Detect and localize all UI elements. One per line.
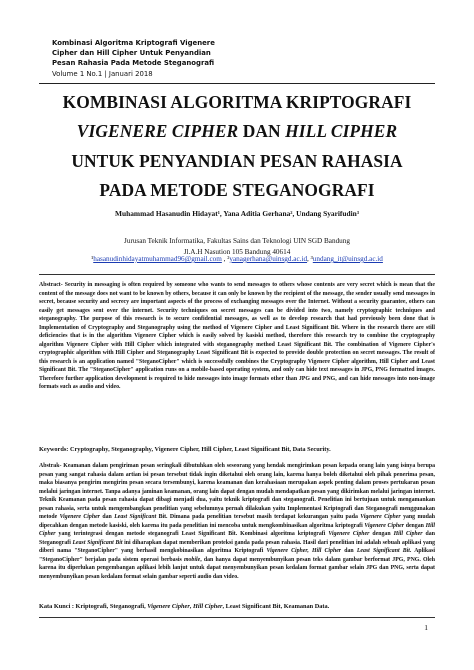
abstrak-text: dan xyxy=(341,548,357,554)
abstrak-italic: Hill Cipher xyxy=(39,522,435,537)
email-sup-3: ³ xyxy=(310,255,313,263)
title-line-3: UNTUK PENYANDIAN PESAN RAHASIA xyxy=(71,150,403,171)
page-number: 1 xyxy=(424,623,428,632)
kata-kunci-text: Kata Kunci : Kriptografi, Steganografi, xyxy=(39,603,148,610)
abstrak-italic: Vigenere Cipher xyxy=(328,531,370,537)
author-emails xyxy=(20,255,454,263)
header-volume: Volume 1 No.1 | Januari 2018 xyxy=(52,69,153,78)
footer-divider xyxy=(39,617,435,618)
abstrak-text: Abstrak- Keamanan dalam pengiriman pesan seringkali dibutuhkan oleh seseorang yang hendak mengirimkan pesan kepada orang lain yang isinya berupa pesan yang sangat rahasia dalam artian isi pesan tersebut tidak ingin diketahui oleh orang lain, karena hanya boleh diketahui oleh pihak penerima pesan, maka biasanya pengirim mengirim pesan secara tersembunyi, karena keamanan dan kerahasiaan merupakan aspek penting dalam proses pertukaran pesan melalui jaringan internet. Tanpa adanya jaminan keamanan, orang lain dapat dengan mudah mendapatkan pesan yang dikirimkan melalui jaringan internet. Teknik Keamanan pada pesan rahasia dapat dibagi menjadi dua, yaitu teknik kriptografi dan steganografi. Penelitian ini bertujuan untuk mengamankan pesan rahasia, serta untuk mengembangkan penelitian yang sebelumnya pernah dilakukan yaitu Implementasi Kriptografi dan Steganografi menggunakan metode xyxy=(39,463,435,520)
abstrak-italic: Vigenere Cipher xyxy=(360,514,401,520)
affiliation-line-2: Jl.A.H Nasution 105 Bandung 40614 xyxy=(183,247,291,256)
title-line-1: KOMBINASI ALGORITMA KRIPTOGRAFI xyxy=(62,92,412,112)
email-sup-2: ² xyxy=(227,255,230,263)
abstract-english: Abstract- Security in messaging is often required by someone who wants to send messages to others whose contents are very secret which is mean that the content of the message does not want to be known by others, because it can only be known by the recipient of the message, the sender usually send messages in secret, because security and secrecy are important aspects of the process of exchanging messages over the Internet. Without a security guarantee, others can easily get messages sent over the internet. Security techniques on secret messages can be divided into two, namely cryptographic techniques and steganography. The purpose of this research is to secure confidential messages, as well as to develop research that had previously been done that is Implementation of Cryptography and Steganography using the method of Vigenere Cipher and Least Significant Bit. Where in the research there are still deficiencies that is in the algorithm Vigenere Cipher which is easily solved by kasiski method, therefore this research try to combine the cryptography algorithm Vigenere Cipher with Hill Cipher which integrated with steganography method Least Significant Bit. The combination of Vigenere Cipher's cryptographic algorithm with Hill Cipher and Steganography Least Significant Bit is expected to provide double protection on secret messages. The result of this research is an application named "SteganoCipher" which is successfully combines the Cryptography Vigenere Cipher algorithm, Hill Cipher and Least Significant Bit. The "SteganoCipher" application runs on a mobile-based operating system, and only can hide text messages in JPG, PNG formatted images. Therefore further application development is required to hide messages into image formats other than JPG and PNG, and can hide messages into non-image formats such as audio and video. xyxy=(39,282,435,390)
title-conj: DAN xyxy=(238,121,286,142)
abstrak-text: ini diharapkan dapat memberikan proteksi ganda pada pesan rahasia. Hasil dari penelitian ini adalah sebuah aplikasi yang diberi nama "SteganoCipher" yang berhasil mengkobinasikan algoritma Kriptografi xyxy=(39,539,435,554)
author-list: Muhammad Hasanudin Hidayat¹, Yana Aditia Gerhana², Undang Syarifudin³ xyxy=(115,209,359,218)
header-line-3: Pesan Rahasia Pada Metode Steganografi xyxy=(52,59,215,68)
abstrak-text: dengan xyxy=(369,531,394,537)
title-italic-2: HILL CIPHER xyxy=(285,121,398,142)
abstrak-italic: mobile xyxy=(183,556,201,563)
title-italic-1: VIGENERE CIPHER xyxy=(76,121,239,142)
abstrak-text: Bit. Dimana pada penelitian tersebut masih terdapat kekurangan yaitu pada xyxy=(156,514,361,520)
abstrak-italic: Vigenere Cipher, Hill Cipher xyxy=(266,548,342,554)
keywords-indonesian xyxy=(39,603,435,610)
abstrak-text: dan xyxy=(99,514,115,520)
email-link-2[interactable]: yanagerhana@uinsgd.ac.id xyxy=(229,255,308,263)
abstrak-text: dan Steganografi xyxy=(39,531,435,546)
affiliation-line-1: Jurusan Teknik Informatika, Fakultas Sains dan Teknologi UIN SGD Bandung xyxy=(124,237,350,245)
kata-kunci-italic: Hill Cipher xyxy=(192,603,223,610)
abstrak-text: yang terintegrasi dengan metode steganografi Least Significant Bit. Kombinasi algoritma kriptografi xyxy=(55,531,329,537)
email-link-1[interactable]: hasanudinhidayatmuhammad96@gmail.com xyxy=(93,255,222,263)
kata-kunci-text: , xyxy=(189,603,193,610)
kata-kunci-italic: Vigenere Cipher xyxy=(147,603,190,610)
running-header xyxy=(52,38,312,79)
title-line-4: PADA METODE STEGANOGRAFI xyxy=(99,180,375,201)
abstrak-italic: Vigenere Cipher xyxy=(59,514,100,520)
section-divider xyxy=(39,274,435,275)
title-line-2 xyxy=(30,117,444,146)
email-sup-1: ¹ xyxy=(91,255,94,263)
abstrak-text: . Aplikasi "SteganoCipher" berjalan pada sistem operasi berbasis xyxy=(39,548,435,563)
header-line-1: Kombinasi Algoritma Kriptografi Vigenere xyxy=(52,39,215,47)
email-separator-1: , xyxy=(221,255,228,263)
paper-title xyxy=(30,88,444,206)
header-line-2: Cipher dan Hill Cipher Untuk Penyandian xyxy=(52,49,211,58)
abstrak-italic: Hill Cipher xyxy=(393,531,423,537)
abstrak-italic: Least Significant Bit xyxy=(72,539,123,546)
abstrak-text: , dan hanya dapat menyembunyikan pesan teks dalam gambar berformat JPG, PNG. Oleh karena itu diperlukan pengembangan aplikasi lebih lanjut untuk dapat menyembunyikan pesan kedalam format gambar selain JPG dan PNG, serta dapat menyembunyikan pesan kedalam format selain gambar seperti audio dan video. xyxy=(39,556,435,580)
email-link-3[interactable]: undang_it@uinsgd.ac.id xyxy=(312,255,383,263)
kata-kunci-text: , Least Significant Bit, Keamanan Data. xyxy=(222,603,330,610)
abstrak-italic: Vigenere Cipher xyxy=(364,522,405,529)
abstrak-italic: Least Significant Bit xyxy=(356,548,410,554)
abstrak-text: dengan xyxy=(404,522,426,529)
affiliation xyxy=(20,236,454,257)
abstrak-text: yang mudah dipecahkan dengan metode kasiski, oleh karena itu pada penelitian ini mencoba untuk mengkombinasikan algoritma kriptografi xyxy=(39,514,436,529)
header-divider xyxy=(39,83,435,84)
email-separator-2: , xyxy=(307,255,311,263)
abstract-indonesian xyxy=(39,462,435,581)
abstrak-italic: Least Significant xyxy=(114,514,157,520)
keywords-english: Keywords: Cryptography, Steganography, Vigenere Cipher, Hill Cipher, Least Significant Bit, Data Security. xyxy=(39,446,331,453)
